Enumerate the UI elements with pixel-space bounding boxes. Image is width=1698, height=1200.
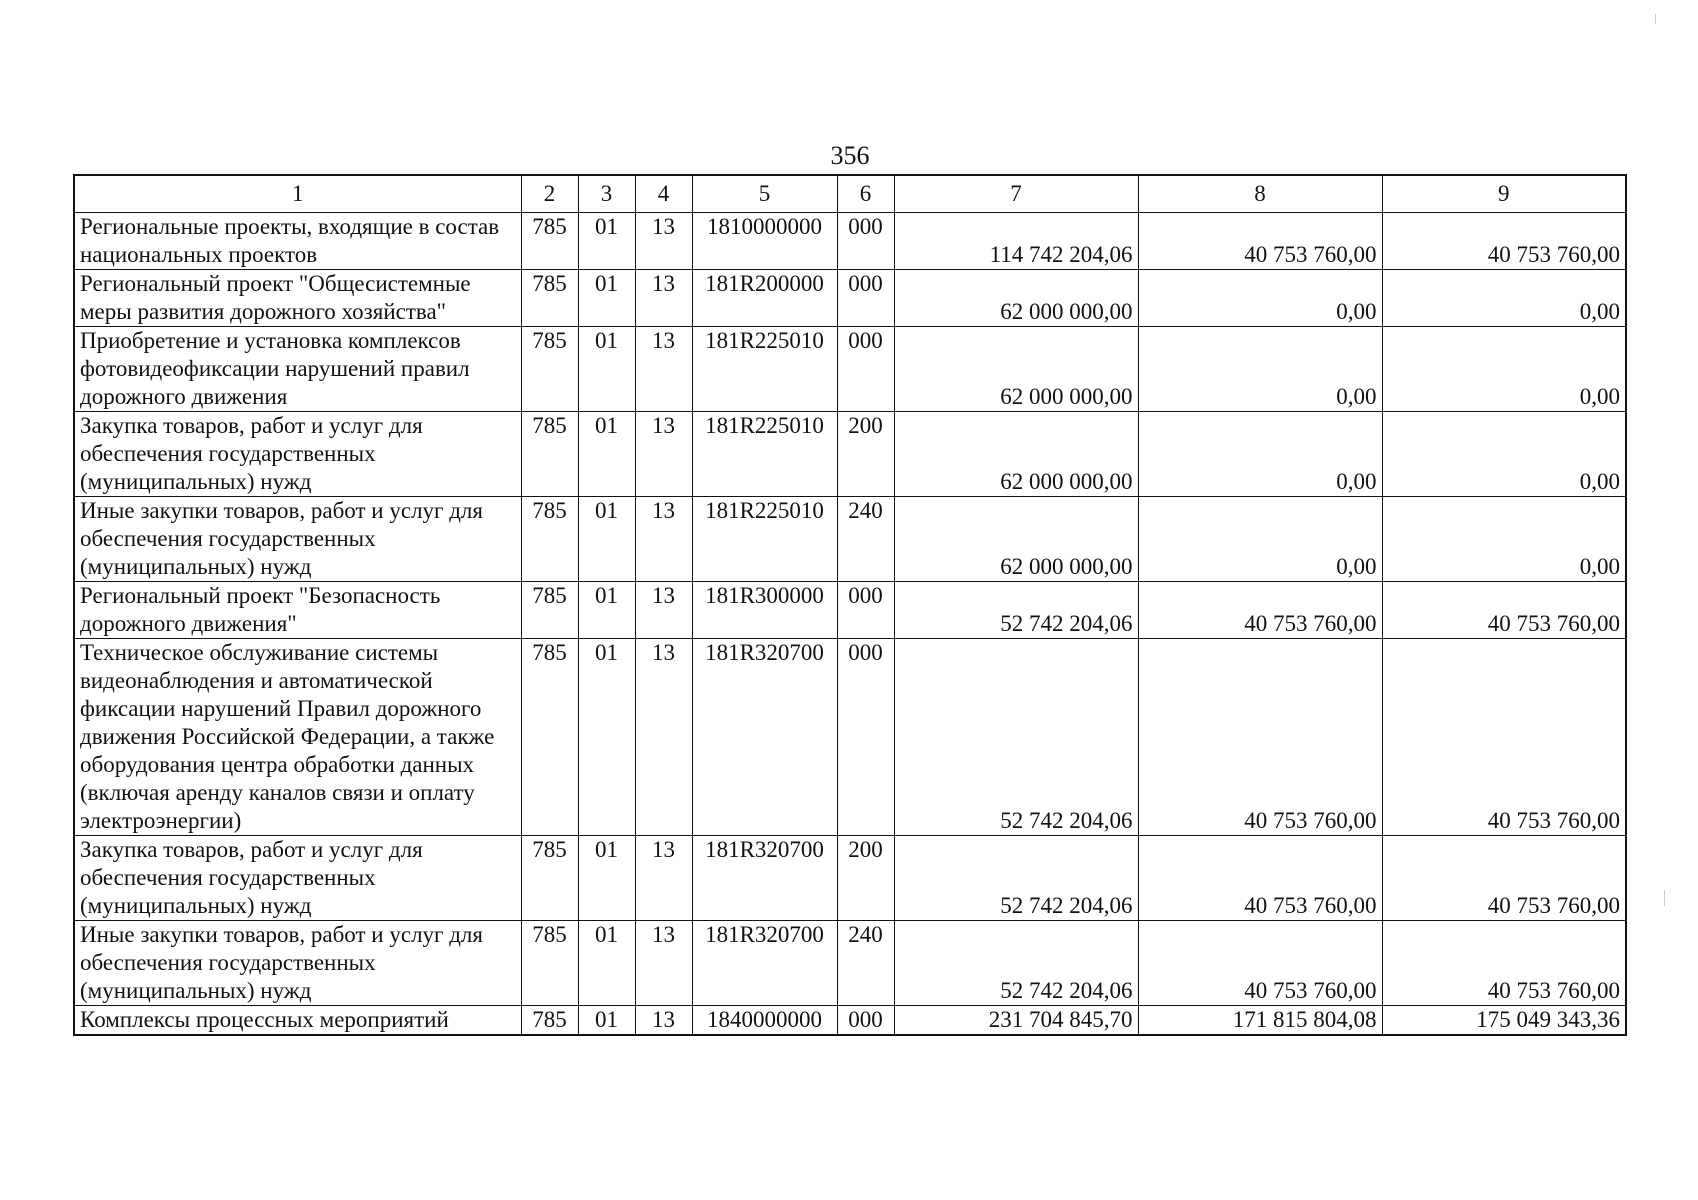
table-row xyxy=(74,921,1626,1006)
target-article-code: 181R225010 xyxy=(692,327,837,412)
header-row xyxy=(74,175,1626,213)
section-code: 01 xyxy=(578,497,635,582)
amount-col7: 62 000 000,00 xyxy=(894,270,1138,327)
ministry-code: 785 xyxy=(521,327,578,412)
section-code: 01 xyxy=(578,582,635,639)
target-article-code: 181R300000 xyxy=(692,582,837,639)
target-article-code: 1840000000 xyxy=(692,1006,837,1036)
amount-col9: 40 753 760,00 xyxy=(1382,582,1626,639)
amount-col9: 0,00 xyxy=(1382,497,1626,582)
column-header: 3 xyxy=(578,175,635,213)
column-header: 4 xyxy=(635,175,692,213)
item-name: Региональный проект "Общесистемные меры развития дорожного хозяйства" xyxy=(74,270,521,327)
column-header: 1 xyxy=(74,175,521,213)
target-article-code: 181R200000 xyxy=(692,270,837,327)
subsection-code: 13 xyxy=(635,836,692,921)
section-code: 01 xyxy=(578,327,635,412)
subsection-code: 13 xyxy=(635,327,692,412)
item-name: Техническое обслуживание системы видеонаблюдения и автоматической фиксации нарушений Правил дорожного движения Российской Федерации, а также оборудования центра обработки данных (включая аренду каналов связи и оплату электроэнергии) xyxy=(74,639,521,836)
target-article-code: 181R225010 xyxy=(692,412,837,497)
ministry-code: 785 xyxy=(521,921,578,1006)
ministry-code: 785 xyxy=(521,270,578,327)
section-code: 01 xyxy=(578,213,635,270)
amount-col8: 0,00 xyxy=(1138,497,1382,582)
expense-type-code: 200 xyxy=(837,836,894,921)
scan-margin-mark xyxy=(1655,14,1656,24)
section-code: 01 xyxy=(578,639,635,836)
table-row xyxy=(74,412,1626,497)
amount-col9: 40 753 760,00 xyxy=(1382,836,1626,921)
ministry-code: 785 xyxy=(521,836,578,921)
subsection-code: 13 xyxy=(635,412,692,497)
column-header: 6 xyxy=(837,175,894,213)
amount-col8: 40 753 760,00 xyxy=(1138,639,1382,836)
subsection-code: 13 xyxy=(635,921,692,1006)
target-article-code: 181R320700 xyxy=(692,639,837,836)
amount-col7: 62 000 000,00 xyxy=(894,497,1138,582)
item-name: Комплексы процессных мероприятий xyxy=(74,1006,521,1036)
subsection-code: 13 xyxy=(635,270,692,327)
amount-col8: 40 753 760,00 xyxy=(1138,836,1382,921)
ministry-code: 785 xyxy=(521,582,578,639)
section-code: 01 xyxy=(578,412,635,497)
item-name: Иные закупки товаров, работ и услуг для обеспечения государственных (муниципальных) нужд xyxy=(74,497,521,582)
ministry-code: 785 xyxy=(521,639,578,836)
expense-type-code: 000 xyxy=(837,213,894,270)
table-row xyxy=(74,639,1626,836)
expense-type-code: 240 xyxy=(837,921,894,1006)
expense-type-code: 000 xyxy=(837,270,894,327)
column-header: 5 xyxy=(692,175,837,213)
target-article-code: 181R320700 xyxy=(692,836,837,921)
item-name: Региональные проекты, входящие в состав национальных проектов xyxy=(74,213,521,270)
amount-col7: 62 000 000,00 xyxy=(894,412,1138,497)
target-article-code: 1810000000 xyxy=(692,213,837,270)
ministry-code: 785 xyxy=(521,1006,578,1036)
amount-col7: 52 742 204,06 xyxy=(894,921,1138,1006)
expense-type-code: 200 xyxy=(837,412,894,497)
column-header: 8 xyxy=(1138,175,1382,213)
expense-type-code: 240 xyxy=(837,497,894,582)
item-name: Иные закупки товаров, работ и услуг для обеспечения государственных (муниципальных) нужд xyxy=(74,921,521,1006)
expense-type-code: 000 xyxy=(837,639,894,836)
amount-col7: 231 704 845,70 xyxy=(894,1006,1138,1036)
amount-col9: 40 753 760,00 xyxy=(1382,639,1626,836)
subsection-code: 13 xyxy=(635,639,692,836)
table-row xyxy=(74,327,1626,412)
ministry-code: 785 xyxy=(521,497,578,582)
amount-col9: 0,00 xyxy=(1382,270,1626,327)
subsection-code: 13 xyxy=(635,582,692,639)
amount-col9: 175 049 343,36 xyxy=(1382,1006,1626,1036)
table-row xyxy=(74,836,1626,921)
page-number: 356 xyxy=(830,141,870,170)
item-name: Приобретение и установка комплексов фотовидеофиксации нарушений правил дорожного движения xyxy=(74,327,521,412)
section-code: 01 xyxy=(578,921,635,1006)
subsection-code: 13 xyxy=(635,1006,692,1036)
section-code: 01 xyxy=(578,1006,635,1036)
budget-table xyxy=(73,174,1627,1036)
table-row xyxy=(74,270,1626,327)
subsection-code: 13 xyxy=(635,213,692,270)
scan-margin-mark xyxy=(1664,890,1665,906)
table-row xyxy=(74,213,1626,270)
section-code: 01 xyxy=(578,836,635,921)
section-code: 01 xyxy=(578,270,635,327)
column-header: 7 xyxy=(894,175,1138,213)
amount-col7: 52 742 204,06 xyxy=(894,582,1138,639)
expense-type-code: 000 xyxy=(837,582,894,639)
amount-col8: 40 753 760,00 xyxy=(1138,582,1382,639)
expense-type-code: 000 xyxy=(837,327,894,412)
amount-col9: 0,00 xyxy=(1382,412,1626,497)
amount-col9: 0,00 xyxy=(1382,327,1626,412)
amount-col7: 52 742 204,06 xyxy=(894,836,1138,921)
item-name: Закупка товаров, работ и услуг для обеспечения государственных (муниципальных) нужд xyxy=(74,836,521,921)
ministry-code: 785 xyxy=(521,412,578,497)
amount-col7: 114 742 204,06 xyxy=(894,213,1138,270)
amount-col8: 0,00 xyxy=(1138,327,1382,412)
amount-col8: 0,00 xyxy=(1138,270,1382,327)
column-header: 9 xyxy=(1382,175,1626,213)
target-article-code: 181R225010 xyxy=(692,497,837,582)
column-header: 2 xyxy=(521,175,578,213)
ministry-code: 785 xyxy=(521,213,578,270)
amount-col8: 40 753 760,00 xyxy=(1138,921,1382,1006)
amount-col9: 40 753 760,00 xyxy=(1382,921,1626,1006)
amount-col8: 0,00 xyxy=(1138,412,1382,497)
amount-col8: 171 815 804,08 xyxy=(1138,1006,1382,1036)
item-name: Закупка товаров, работ и услуг для обеспечения государственных (муниципальных) нужд xyxy=(74,412,521,497)
expense-type-code: 000 xyxy=(837,1006,894,1036)
amount-col9: 40 753 760,00 xyxy=(1382,213,1626,270)
amount-col8: 40 753 760,00 xyxy=(1138,213,1382,270)
table-row xyxy=(74,1006,1626,1036)
table-row xyxy=(74,497,1626,582)
table-row xyxy=(74,582,1626,639)
amount-col7: 52 742 204,06 xyxy=(894,639,1138,836)
amount-col7: 62 000 000,00 xyxy=(894,327,1138,412)
item-name: Региональный проект "Безопасность дорожного движения" xyxy=(74,582,521,639)
subsection-code: 13 xyxy=(635,497,692,582)
target-article-code: 181R320700 xyxy=(692,921,837,1006)
